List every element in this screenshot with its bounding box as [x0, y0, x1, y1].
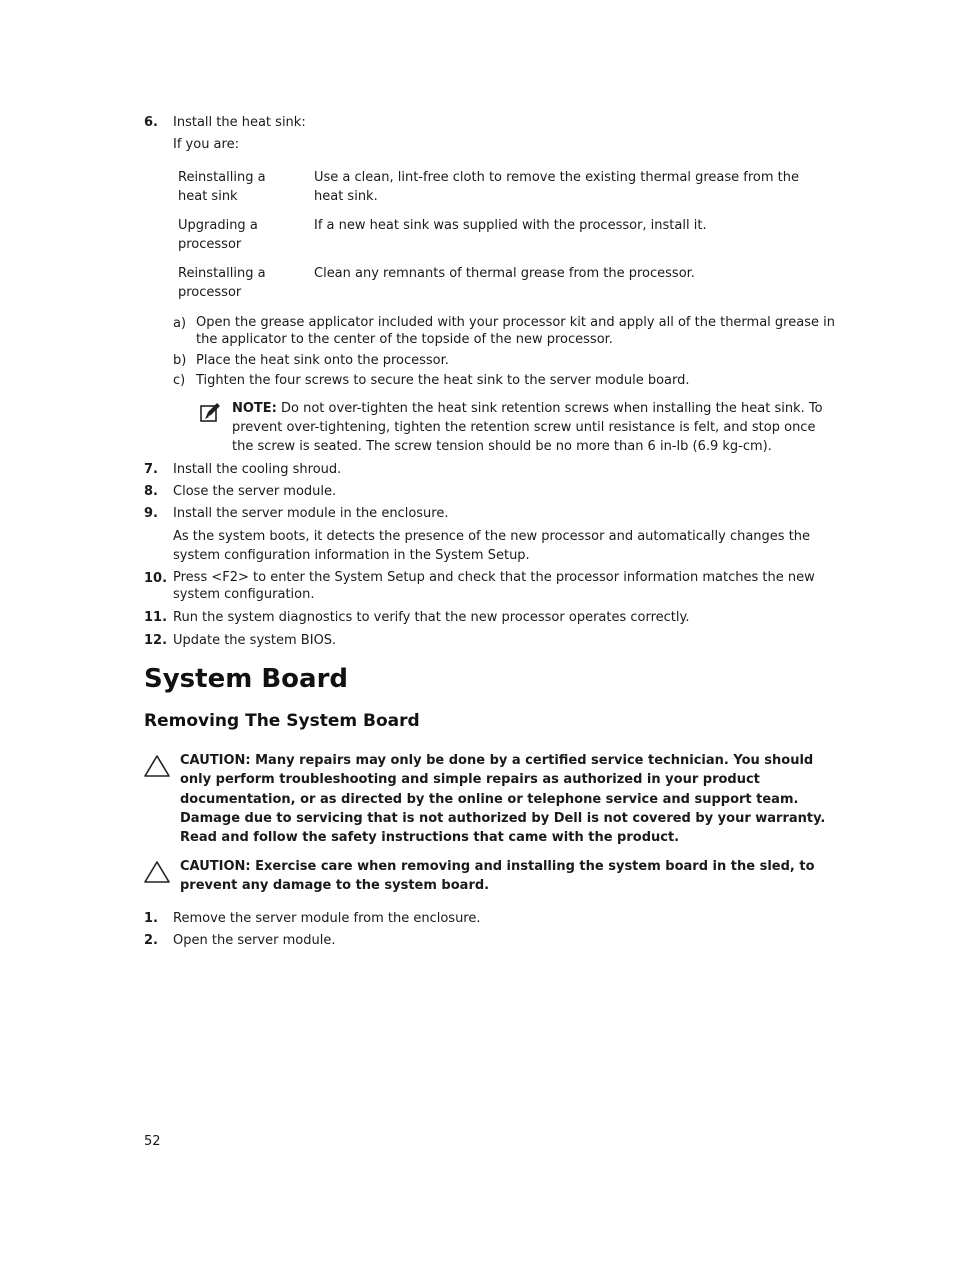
step-6-number: 6.: [144, 115, 158, 130]
substep-label: a): [173, 316, 187, 331]
caution-triangle-icon: [143, 860, 171, 884]
table-definition: Clean any remnants of thermal grease from the processor.: [314, 266, 695, 281]
step-6-intro: If you are:: [173, 137, 239, 152]
section-title: System Board: [144, 664, 349, 694]
step-8-number: 8.: [144, 484, 158, 499]
step-9-paragraph: As the system boots, it detects the presence of the new processor and automatically changes the system configuration information in the System Setup.: [173, 529, 811, 563]
step-1-text: Remove the server module from the enclosure.: [173, 911, 481, 926]
caution-text: CAUTION: Many repairs may only be done by a certified service technician. You should only perform troubleshooting and simple repairs as authorized in your product documentation, or as directed by the online or telephone service and support team. Damage due to servicing that is not authorized by Dell is not covered by your warranty. Read and follow the safety instructions that came with the product.: [180, 753, 826, 846]
table-term: Upgrading a processor: [178, 218, 258, 252]
step-7-text: Install the cooling shroud.: [173, 462, 342, 477]
step-9-text: Install the server module in the enclosure.: [173, 506, 449, 521]
table-term: Reinstalling a processor: [178, 266, 266, 300]
table-term: Reinstalling a heat sink: [178, 170, 266, 204]
page-number: 52: [144, 1134, 161, 1149]
step-6-text: Install the heat sink:: [173, 115, 306, 130]
note-pencil-icon: [200, 402, 222, 424]
step-7-number: 7.: [144, 462, 158, 477]
substep-text: Place the heat sink onto the processor.: [196, 353, 449, 368]
substep-label: b): [173, 353, 187, 368]
substep-label: c): [173, 373, 186, 388]
step-12-number: 12.: [144, 633, 168, 648]
step-11-text: Run the system diagnostics to verify that the new processor operates correctly.: [173, 610, 690, 625]
note-label: NOTE:: [232, 401, 277, 416]
note-text: Do not over-tighten the heat sink retention screws when installing the heat sink. To prevent over-tightening, tighten the retention screw until resistance is felt, and stop once the screw is seated. The screw tension should be no more than 6 in-lb (6.9 kg-cm).: [232, 401, 823, 454]
step-12-text: Update the system BIOS.: [173, 633, 337, 648]
substep-text: Tighten the four screws to secure the heat sink to the server module board.: [196, 373, 690, 388]
step-2-text: Open the server module.: [173, 933, 336, 948]
step-10-number: 10.: [144, 571, 168, 586]
caution-text: CAUTION: Exercise care when removing and installing the system board in the sled, to prevent any damage to the system board.: [180, 859, 815, 894]
caution-triangle-icon: [143, 754, 171, 778]
substep-text: Open the grease applicator included with your processor kit and apply all of the thermal grease in the applicator to the center of the topside of the new processor.: [196, 315, 835, 347]
subsection-title: Removing The System Board: [144, 711, 420, 731]
step-9-number: 9.: [144, 506, 158, 521]
step-10-text: Press <F2> to enter the System Setup and check that the processor information matches the new system configuration.: [173, 570, 815, 602]
step-8-text: Close the server module.: [173, 484, 337, 499]
step-1-number: 1.: [144, 911, 158, 926]
step-11-number: 11.: [144, 610, 168, 625]
note-block: [232, 399, 832, 456]
step-2-number: 2.: [144, 933, 158, 948]
table-definition: If a new heat sink was supplied with the processor, install it.: [314, 218, 707, 233]
table-definition: Use a clean, lint-free cloth to remove the existing thermal grease from the heat sink.: [314, 170, 799, 204]
